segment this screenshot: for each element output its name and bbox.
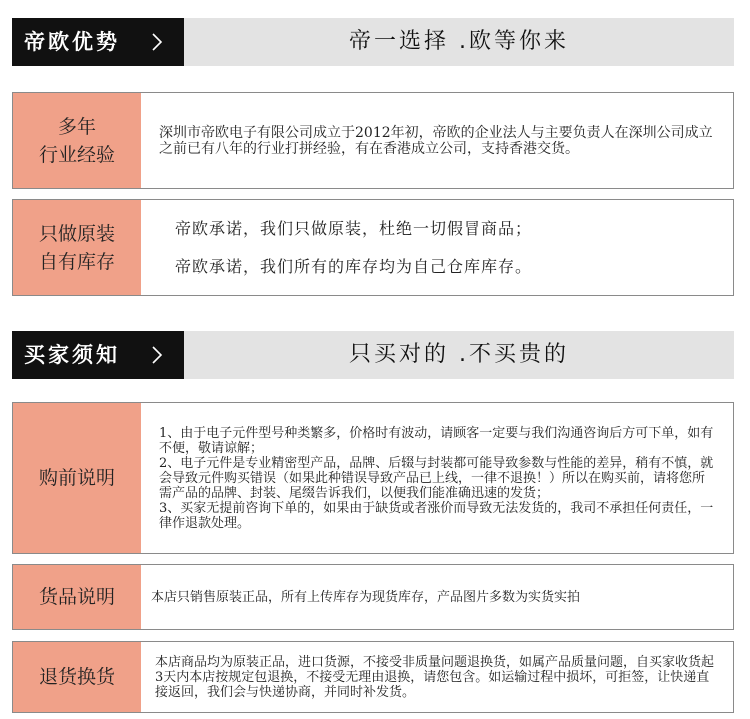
goods-content [141, 565, 733, 629]
experience-label-line-2: 行业经验 [38, 143, 115, 166]
experience-label-line-1: 多年 [57, 115, 96, 138]
experience-text: 深圳市帝欧电子有限公司成立于2012年初，帝欧的企业法人与主要负责人在深圳公司成立之前已有八年的行业打拼经验，有在香港成立公司，支持香港交货。 [159, 124, 713, 157]
buyer-notice-tag [12, 331, 184, 379]
genuine-label [13, 200, 141, 295]
buyer-notice-banner [12, 331, 734, 379]
advantage-tag [12, 18, 184, 66]
pre-purchase-label: 购前说明 [13, 403, 141, 553]
genuine-label-line-2: 自有库存 [38, 250, 115, 273]
experience-row [12, 92, 734, 189]
pre-purchase-item-1: 1、由于电子元件型号种类繁多，价格时有波动，请顾客一定要与我们沟通咨询后方可下单，如有不便，敬请谅解； [159, 425, 714, 456]
genuine-content [141, 200, 733, 295]
goods-text: 本店只销售原装正品，所有上传库存为现货库存，产品图片多数为实货实拍 [151, 589, 581, 605]
promise-line-2: 帝欧承诺，我们所有的库存均为自己仓库库存。 [175, 256, 533, 276]
advantage-slogan: 帝一选择 .欧等你来 [349, 29, 569, 54]
chevron-right-icon [148, 32, 166, 52]
advantage-banner [12, 18, 734, 66]
promise-line-1: 帝欧承诺，我们只做原装，杜绝一切假冒商品； [175, 218, 533, 238]
advantage-tag-text: 帝欧优势 [24, 30, 120, 54]
returns-label: 退货换货 [13, 642, 141, 712]
genuine-row [12, 199, 734, 296]
buyer-notice-tag-text: 买家须知 [24, 343, 120, 367]
returns-content [141, 642, 733, 712]
chevron-right-icon [148, 345, 166, 365]
pre-purchase-item-3: 3、买家无提前咨询下单的，如果由于缺货或者涨价而导致无法发货的，我司不承担任何责任，一律作退款处理。 [159, 500, 714, 531]
experience-label [13, 93, 141, 188]
experience-content [141, 93, 733, 188]
returns-text: 本店商品均为原装正品，进口货源，不接受非质量问题退换货，如属产品质量问题，自买家收货起3天内本店按规定包退换，不接受无理由退换，请您包含。如运输过程中损坏，可拒签，让快递直接返回，我们会与快递协商，并同时补发货。 [155, 654, 715, 700]
pre-purchase-row [12, 402, 734, 554]
buyer-notice-slogan: 只买对的 .不买贵的 [349, 342, 569, 367]
genuine-label-line-1: 只做原装 [38, 222, 115, 245]
pre-purchase-content [141, 403, 733, 553]
pre-purchase-item-2: 2、电子元件是专业精密型产品，品牌、后辍与封装都可能导致参数与性能的差异，稍有不慎，就会导致元件购买错误（如果此种错误导致产品已上线，一律不退换！）所以在购买前，请将您所需产品的品牌、封装、尾缀告诉我们，以便我们能准确迅速的发货； [159, 455, 714, 501]
goods-row [12, 564, 734, 630]
goods-label: 货品说明 [13, 565, 141, 629]
returns-row [12, 641, 734, 713]
